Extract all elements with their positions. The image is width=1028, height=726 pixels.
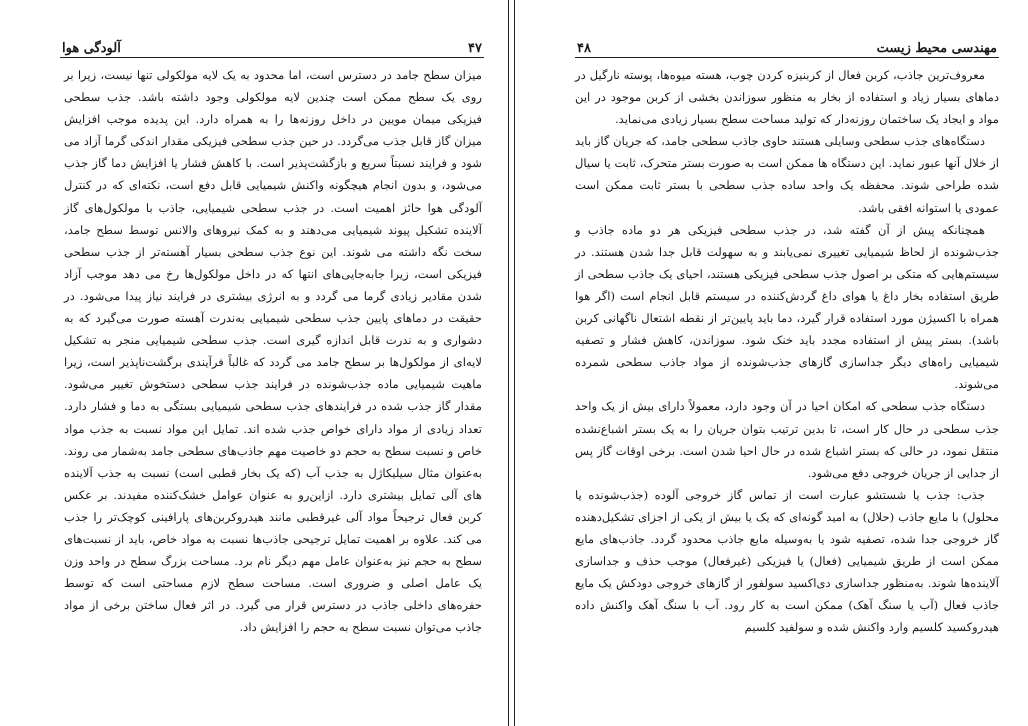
- running-title: مهندسی محیط زیست: [876, 41, 997, 56]
- running-title: آلودگی هوا: [62, 41, 121, 56]
- page-header: [577, 38, 997, 56]
- paragraph: همچنانکه پیش از آن گفته شد، در جذب سطحی فیزیکی هر دو ماده جاذب و جذب‌شونده از لحاظ شیمیایی تغییری نمی‌یابند و به سهولت قابل جدا شدن هستند. در سیستم‌هایی که متکی بر اصول جذب سطحی فیزیکی هستند، احیای یک جاذب سطحی از طریق استفاده بخار داغ یا هوای داغ گردش‌کننده در سیستم قابل انجام است (اگر هوا همراه با اکسیژن مورد استفاده قرار گیرد، دما باید پایین‌تر از نقطه اشتعال ناگهانی کربن باشد). بستر پیش از استفاده مجدد باید خنک شود. سوزاندن، کاهش فشار و تصفیه شیمیایی راه‌های دیگر جداسازی گازهای جذب‌شونده از مواد جاذب سطحی شمرده می‌شوند.: [575, 222, 999, 392]
- page-body: [575, 64, 999, 638]
- page-number: ۴۸: [577, 41, 591, 56]
- paragraph: میزان سطح جامد در دسترس است، اما محدود به یک لایه مولکولی تنها نیست، زیرا بر روی یک سطح ممکن است چندین لایه مولکولی وجود داشته باشد. جذب سطحی فیزیکی میمان مویین در داخل روزنه‌ها را به همراه دارد. این پدیده موجب افزایش میزان گاز قابل جذب می‌گردد. در حین جذب سطحی فیزیکی مقدار اندکی گرما آزاد می شود و فرایند نسبتاً سریع و بازگشت‌پذیر است. با کاهش فشار یا افزایش دما گاز جذب می‌شود، و بدون انجام هیچگونه واکنش شیمیایی قابل دفع است، نکته‌ای که در کنترل آلودگی هوا حائز اهمیت است. در جذب سطحی شیمیایی، جاذب با مولکول‌های گاز آلاینده تشکیل پیوند شیمیایی می‌دهند و به کمک نیروهای والانس توسط سطح جامد، سخت نگه داشته می شوند. این نوع جذب سطحی بسیار آهسته‌تر از جذب سطحی فیزیکی است، زیرا جابه‌جایی‌های انتها که در داخل مولکول‌ها رخ می دهد موجب آزاد شدن مقادیر زیادی گرما می گردد و به انرژی بیشتری در فرایند نیاز پیدا می‌شود. در حقیقت در دماهای پایین جذب سطحی شیمیایی به‌ندرت آهسته صورت می‌گیرد که به دشواری و به ندرت قابل اندازه گیری است. جذب سطحی شیمیایی منجر به تشکیل لایه‌ای از مولکول‌ها بر سطح جامد می گردد که غالباً فرآیندی برگشت‌ناپذیر است، زیرا ماهیت شیمیایی ماده جذب‌شونده در فرایند جذب سطحی دستخوش تغییر می‌شود. مقدار گاز جذب شده در فرایندهای جذب سطحی شیمیایی بستگی به دما و فشار دارد. تعداد زیادی از مواد دارای خواص جذب شده اند. تمایل این مواد نسبت به جذب مواد خاص و نسبت سطح به حجم دو خاصیت مهم جاذب‌های سطحی جامد به‌شمار می روند. به‌عنوان مثال سیلیکاژل به جذب آب (که یک بخار قطبی است) نسبت به جذب آلاینده های آلی تمایل بیشتری دارد. ازاین‌رو به عنوان عوامل خشک‌کننده مفیدند. بر عکس کربن فعال ترجیحاً مواد آلی غیرقطبی مانند هیدروکربن‌های پارافینی کوچک‌تر را جذب می کند. علاوه بر اهمیت تمایل ترجیحی جاذب‌ها نسبت به مواد خاص، باید از نسبت‌های سطح به حجم نیز به‌عنوان عامل مهم دیگر نام برد. مساحت بزرگ سطح در واحد وزن یک عامل اصلی و ضروری است. مساحت سطح لازم مساحتی است که توسط حفره‌های داخلی جاذب در دسترس قرار می گیرد. در اثر فعال ساختن برخی از مواد جاذب می‌توان نسبت سطح به حجم را افزایش داد.: [64, 68, 482, 635]
- paragraph: دستگاه‌های جذب سطحی وسایلی هستند حاوی جاذب سطحی جامد، که جریان گاز باید از خلال آنها عبور نماید. این دستگاه ها ممکن است به صورت بستر متحرک، ثابت یا سیال شده طراحی شوند. محفظه یک واحد ساده جذب سطحی با بستر ثابت ممکن است عمودی یا استوانه افقی باشد.: [575, 134, 999, 215]
- page-body: [64, 64, 482, 638]
- header-rule: [575, 57, 999, 58]
- paragraph: معروف‌ترین جاذب، کربن فعال از کربنیزه کردن چوب، هسته میوه‌ها، پوسته نارگیل در دماهای بسیار زیاد و استفاده از بخار به منظور سوزاندن بخشی از کربن موجود در این مواد و ایجاد یک ساختمان روزنه‌دار که تولید مساحت سطح بسیار زیادی می‌نماید.: [575, 68, 999, 127]
- page-header: [62, 38, 482, 56]
- page-number: ۴۷: [468, 41, 482, 56]
- left-page: [0, 0, 509, 726]
- paragraph: جذب: جذب یا شستشو عبارت است از تماس گاز خروجی آلوده (جذب‌شونده یا محلول) با مایع جاذب (حلال) به امید گونه‌ای که یک یا بیش از یکی از اجزای تشکیل‌دهنده گاز خروجی جدا شده، تصفیه شود یا به‌وسیله مایع جاذب محدود گردد. جاذب‌های مایع ممکن است از طریق شیمیایی (فعال) یا فیزیکی (غیرفعال) موجب حذف و جداسازی آلاینده‌ها شوند. به‌منظور جداسازی دی‌اکسید سولفور از گازهای خروجی دودکش یک مایع جاذب فعال (آب یا سنگ آهک) ممکن است به کار رود. آب با سنگ آهک واکنش داده هیدروکسید کلسیم وارد واکنش شده و سولفید کلسیم: [575, 487, 999, 635]
- header-rule: [60, 57, 484, 58]
- right-page: [514, 0, 1028, 726]
- paragraph: دستگاه جذب سطحی که امکان احیا در آن وجود دارد، معمولاً دارای بیش از یک واحد جذب سطحی در حال کار است، تا بدین ترتیب بتوان جریان را به یک بستر اشباع‌نشده منتقل نمود، در حالی که بستر اشباع شده در حال احیا شدن است. برخی اوقات گاز پس از جدایی از جریان خروجی دفع می‌شود.: [575, 399, 999, 480]
